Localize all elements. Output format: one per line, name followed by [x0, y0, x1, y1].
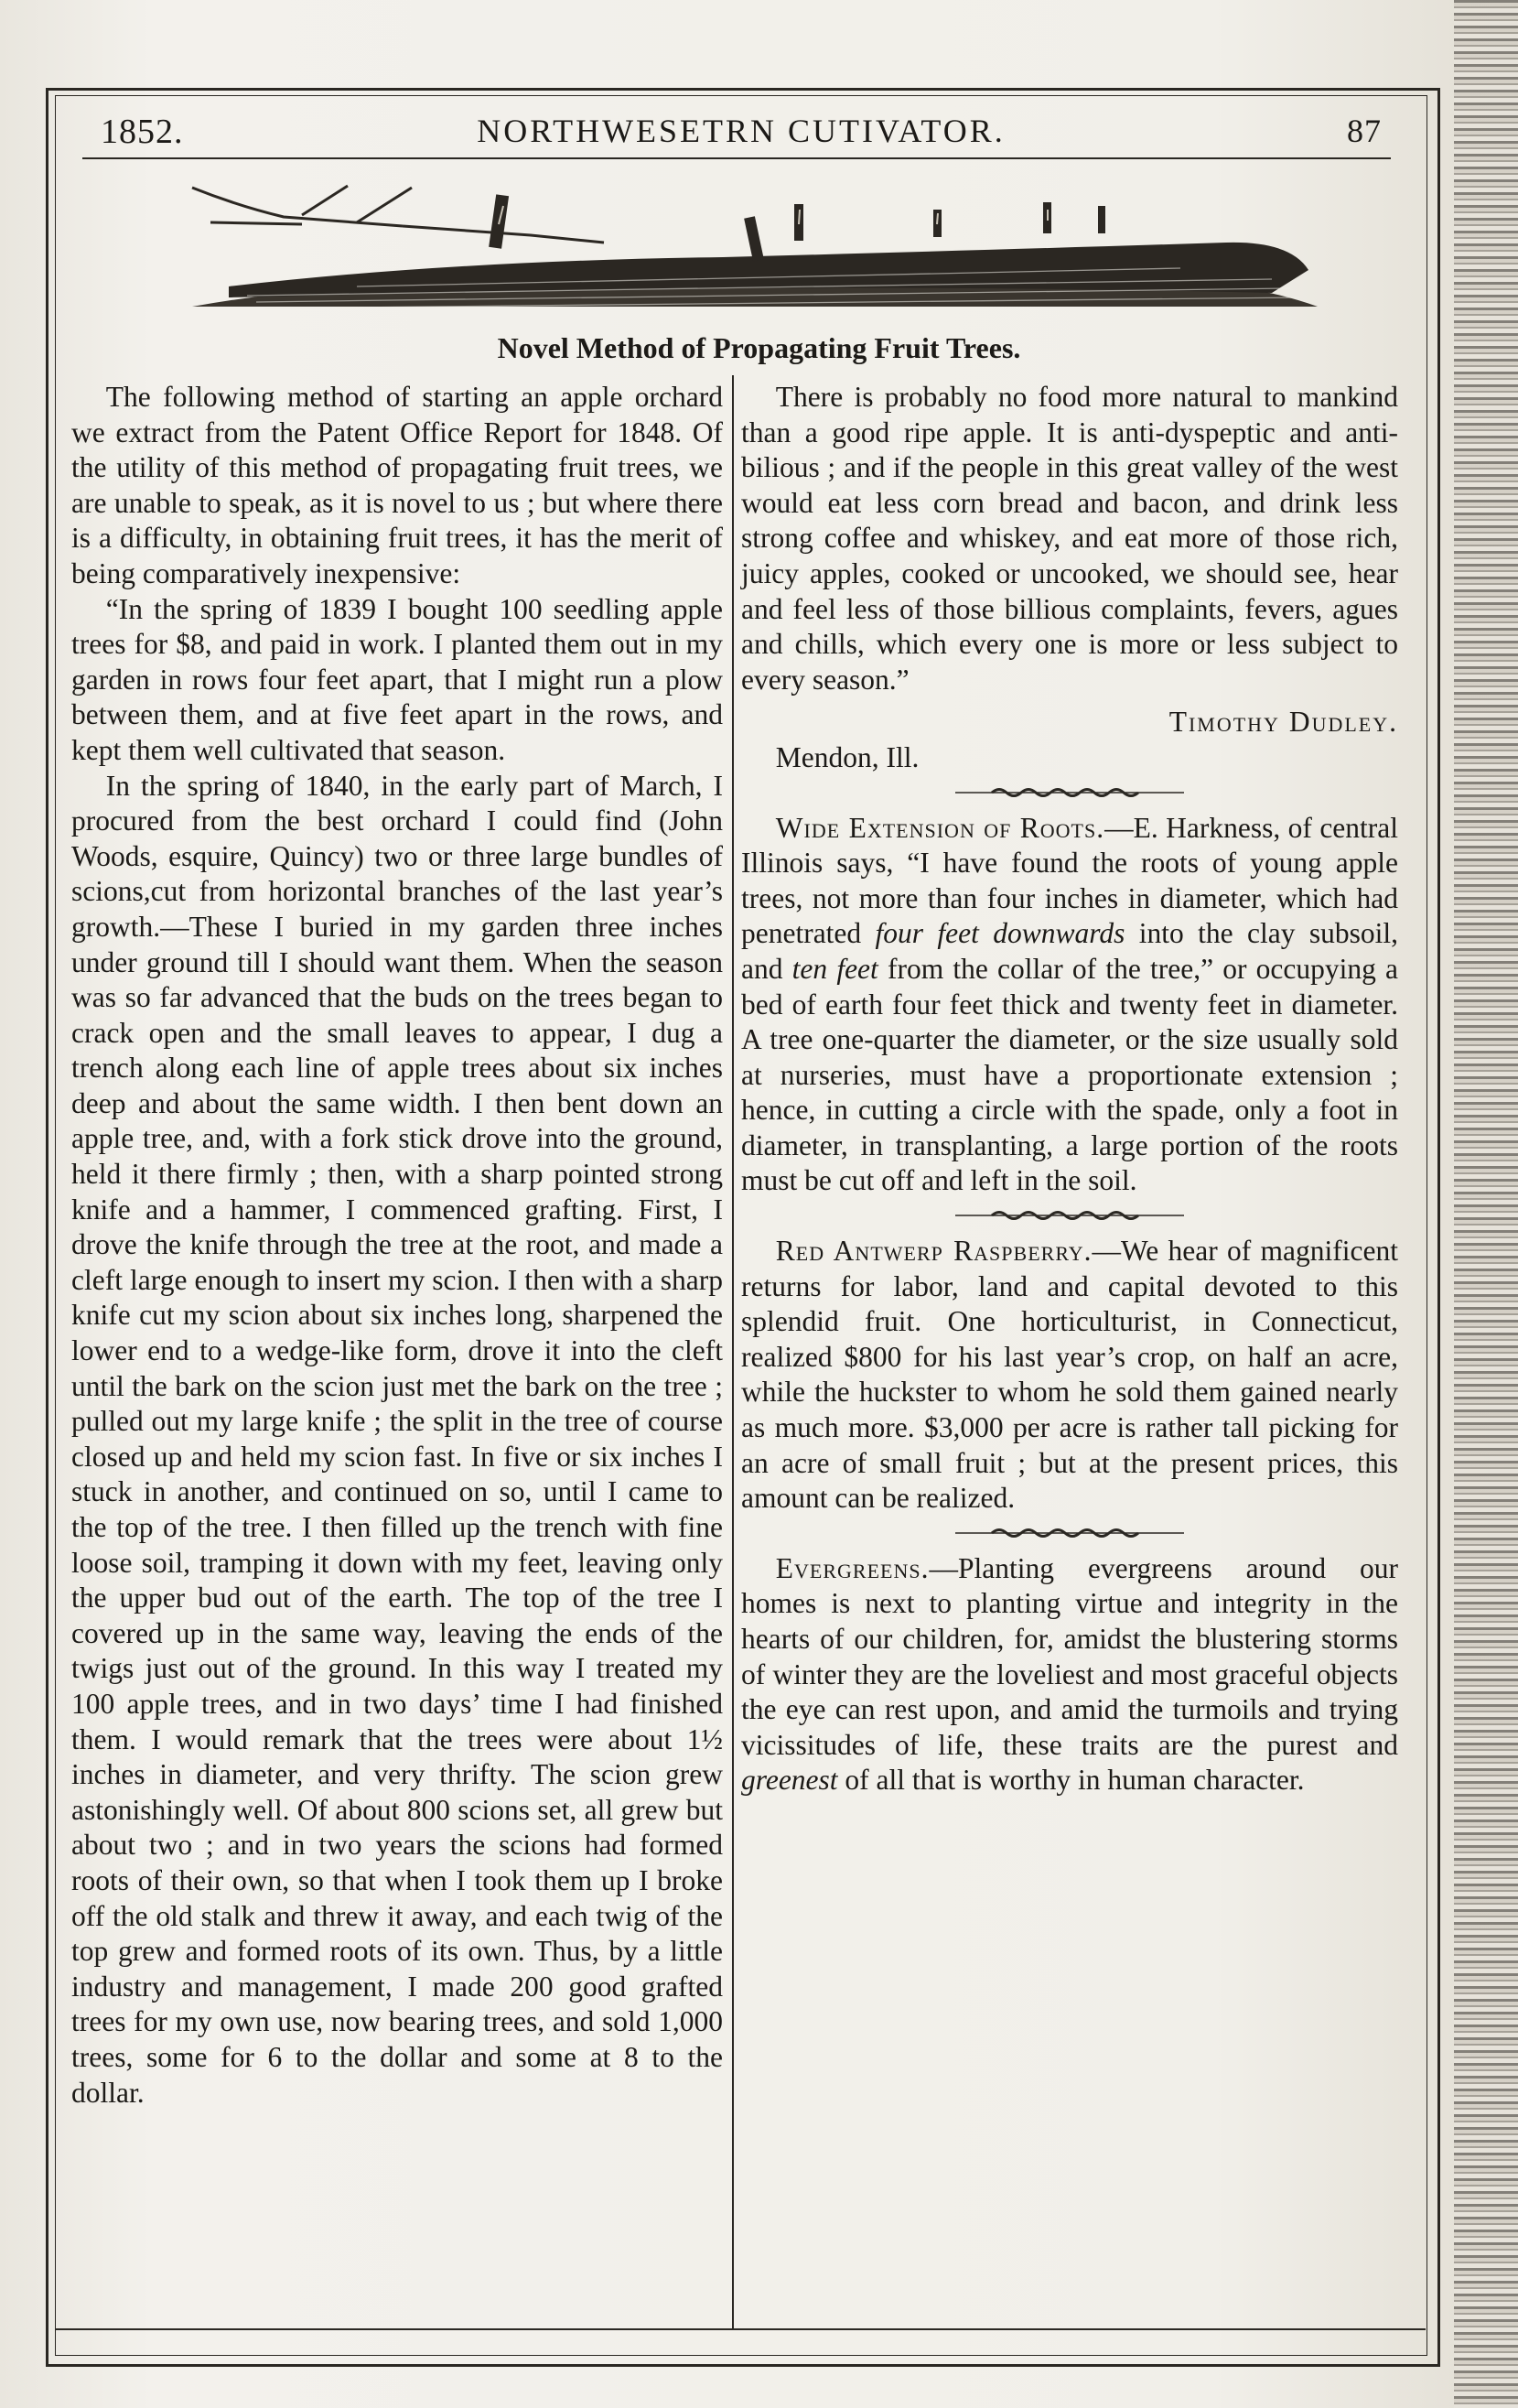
illustration-caption: Novel Method of Propagating Fruit Trees.: [497, 331, 1021, 364]
running-header: [101, 108, 1382, 161]
evergreens-heading: Evergreens.: [775, 1551, 930, 1584]
header-title: NORTHWESETRN CUTIVATOR.: [477, 113, 1006, 149]
bottom-rule: [55, 2328, 1426, 2330]
left-column: [71, 380, 723, 2325]
header-rule: [82, 157, 1391, 159]
section-divider: [955, 785, 1184, 800]
article-paragraph-2: In the spring of 1840, in the early part of March, I procured from the best orchard I could find (John Woods, esquire, Quincy) two or three large bundles of scions,cut from horizontal branches of the last year’s growth.—These I buried in my garden three inches under ground till I should want them. When the season was so far advanced that the buds on the trees began to crack open and the small leaves to appear, I dug a trench along each line of apple trees about six inches deep and about the same width. I then bent down an apple tree, and, with a fork stick drove into the ground, held it there firmly ; then, with a sharp pointed strong knife and a hammer, I commenced grafting. First, I drove the knife through the tree at the root, and made a cleft large enough to insert my scion. I then with a sharp knife cut my scion about six inches long, sharpened the lower end to a wedge-like form, drove it into the cleft until the bark on the scion just met the bark on the tree ; pulled out my large knife ; the split in the tree of course closed up and held my scion fast. In five or six inches I stuck in another, and continued on so, until I came to the top of the tree. I then filled up the trench with fine loose soil, tramping it down with my feet, leaving only the upper bud out of the earth. The top of the tree I covered up in the same way, leaving the ends of the twigs just out of the ground. In this way I treated my 100 apple trees, and in two days’ time I had finished them. I would remark that the trees were about 1½ inches in diameter, and very thrifty. The scion grew astonishingly well. Of about 800 scions set, all grew but about two ; and in two years the scions had formed roots of their own, so that when I took them up I broke off the old stalk and threw it away, and each twig of the top grew and formed roots of its own. Thus, by a little industry and management, I made 200 good grafted trees for my own use, now bearing trees, and sold 1,000 trees, some for 6 to the dollar and some at 8 to the dollar.: [71, 769, 723, 2109]
grafting-trench-illustration: [174, 169, 1327, 325]
roots-emphasis-2: ten feet: [791, 952, 878, 985]
header-year: 1852.: [101, 113, 184, 151]
roots-text-mid: into the clay subsoil, and: [741, 917, 1398, 985]
evergreens-emphasis: greenest: [741, 1764, 838, 1797]
article-intro: The following method of starting an apple orchard we extract from the Patent Office Report for 1848. Of the utility of this method of propagating fruit trees, we are unable to speak, as it is novel to us ; but where there is a difficulty, in obtaining fruit trees, it has the merit of being comparatively inexpensive:: [71, 381, 723, 589]
roots-emphasis-1: four feet downwards: [875, 917, 1125, 950]
section-divider: [955, 1526, 1184, 1540]
page-number: 87: [1347, 113, 1382, 149]
column-divider: [732, 375, 734, 2329]
raspberry-text: —We hear of magnificent returns for labor, land and capital devoted to this splendid fruit. One horticulturist, in Connecticut, realized $800 for his last year’s crop, on half an acre, while the huckster to whom he sold them gained nearly as much more. $3,000 per acre is rather tall picking for an acre of small fruit ; but at the present prices, this amount can be realized.: [741, 1235, 1398, 1515]
roots-text-after: from the collar of the tree,” or occupying a bed of earth four feet thick and twenty feet in diameter. A tree one-quarter the diameter, or the size usually sold at nurseries, must have a proportionate extension ; hence, in cutting a circle with the spade, only a foot in diameter, in transplanting, a large portion of the roots must be cut off and left in the soil.: [741, 952, 1399, 1197]
evergreens-text-before: —Planting evergreens around our homes is next to planting virtue and integrity in the hearts of our children, for, amidst the blustering storms of winter they are the loveliest and most graceful objects the eye can rest upon, and amid the turmoils and trying vicissitudes of life, these traits are the purest and: [741, 1551, 1398, 1761]
roots-heading: Wide Extension of Roots.: [775, 811, 1105, 844]
article-signature: Timothy Dudley.: [1168, 706, 1398, 739]
article-place: Mendon, Ill.: [775, 740, 920, 773]
evergreens-item: [741, 1551, 1398, 1798]
section-divider: [955, 1208, 1184, 1223]
raspberry-item: [741, 1234, 1398, 1517]
evergreens-text-after: of all that is worthy in human character.: [845, 1764, 1305, 1797]
roots-text-before: —E. Harkness, of central Illinois says, “I have found the roots of young apple trees, not more than four inches in diameter, which had penetrated: [741, 811, 1399, 950]
article-paragraph-1: “In the spring of 1839 I bought 100 seedling apple trees for $8, and paid in work. I planted them out in my garden in rows four feet apart, that I might run a plow between them, and at five feet apart in the rows, and kept them well cultivated that season.: [71, 592, 723, 766]
article-paragraph-3: There is probably no food more natural to mankind than a good ripe apple. It is anti-dyspeptic and anti-bilious ; and if the people in this great valley of the west would eat less corn bread and bacon, and drink less strong coffee and whiskey, and eat more of those rich, juicy apples, cooked or uncooked, we should see, hear and feel less of those billious complaints, fevers, agues and chills, which every one is more or less subject to every season.”: [741, 381, 1398, 696]
raspberry-heading: Red Antwerp Raspberry.: [775, 1235, 1093, 1268]
right-column: [741, 380, 1398, 2325]
roots-item: [741, 811, 1398, 1200]
